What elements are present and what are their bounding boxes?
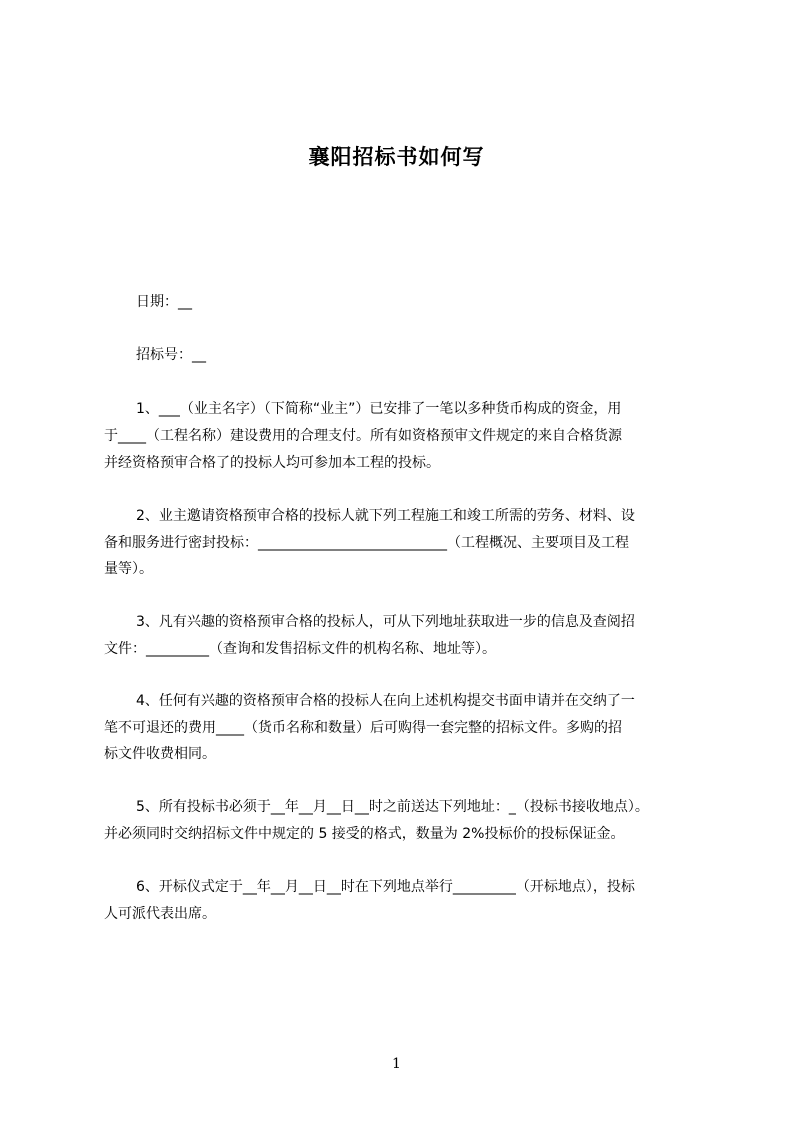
paragraph-line: 2、业主邀请资格预审合格的投标人就下列工程施工和竣工所需的劳务、材料、设 xyxy=(136,508,635,524)
paragraph-line: 量等）。 xyxy=(104,561,153,577)
paragraph-line: 人可派代表出席。 xyxy=(104,906,216,922)
paragraph-line: 5、所有投标书必须于__年__月__日__时之前送达下列地址：_（投标书接收地点）。 xyxy=(136,799,649,815)
paragraph-line: 3、凡有兴趣的资格预审合格的投标人，可从下列地址获取进一步的信息及查阅招 xyxy=(136,614,635,630)
paragraph-line: 笔不可退还的费用____（货币名称和数量）后可购得一套完整的招标文件。多购的招 xyxy=(104,720,622,736)
paragraph-line: 标文件收费相同。 xyxy=(104,746,216,762)
date-line: 日期：__ xyxy=(136,294,192,310)
paragraph-line: 并经资格预审合格了的投标人均可参加本工程的投标。 xyxy=(104,455,440,471)
page-number: 1 xyxy=(392,1056,401,1072)
paragraph-line: 于____（工程名称）建设费用的合理支付。所有如资格预审文件规定的来自合格货源 xyxy=(104,428,622,444)
tender-number-line: 招标号：__ xyxy=(136,347,206,363)
paragraph-line: 1、___（业主名字）（下简称“业主”）已安排了一笔以多种货币构成的资金，用 xyxy=(136,401,622,417)
paragraph-line: 4、任何有兴趣的资格预审合格的投标人在向上述机构提交书面申请并在交纳了一 xyxy=(136,693,635,709)
paragraph-line: 备和服务进行密封投标：___________________________（工程概况、主要项目及工程 xyxy=(104,535,629,551)
document-title: 襄阳招标书如何写 xyxy=(308,145,485,169)
paragraph-line: 并必须同时交纳招标文件中规定的 5 接受的格式，数量为 2%投标价的投标保证金。 xyxy=(104,826,625,842)
paragraph-line: 6、开标仪式定于__年__月__日__时在下列地点举行_________（开标地点），投标 xyxy=(136,879,635,895)
paragraph-line: 文件：_________（查询和发售招标文件的机构名称、地址等）。 xyxy=(104,641,496,657)
